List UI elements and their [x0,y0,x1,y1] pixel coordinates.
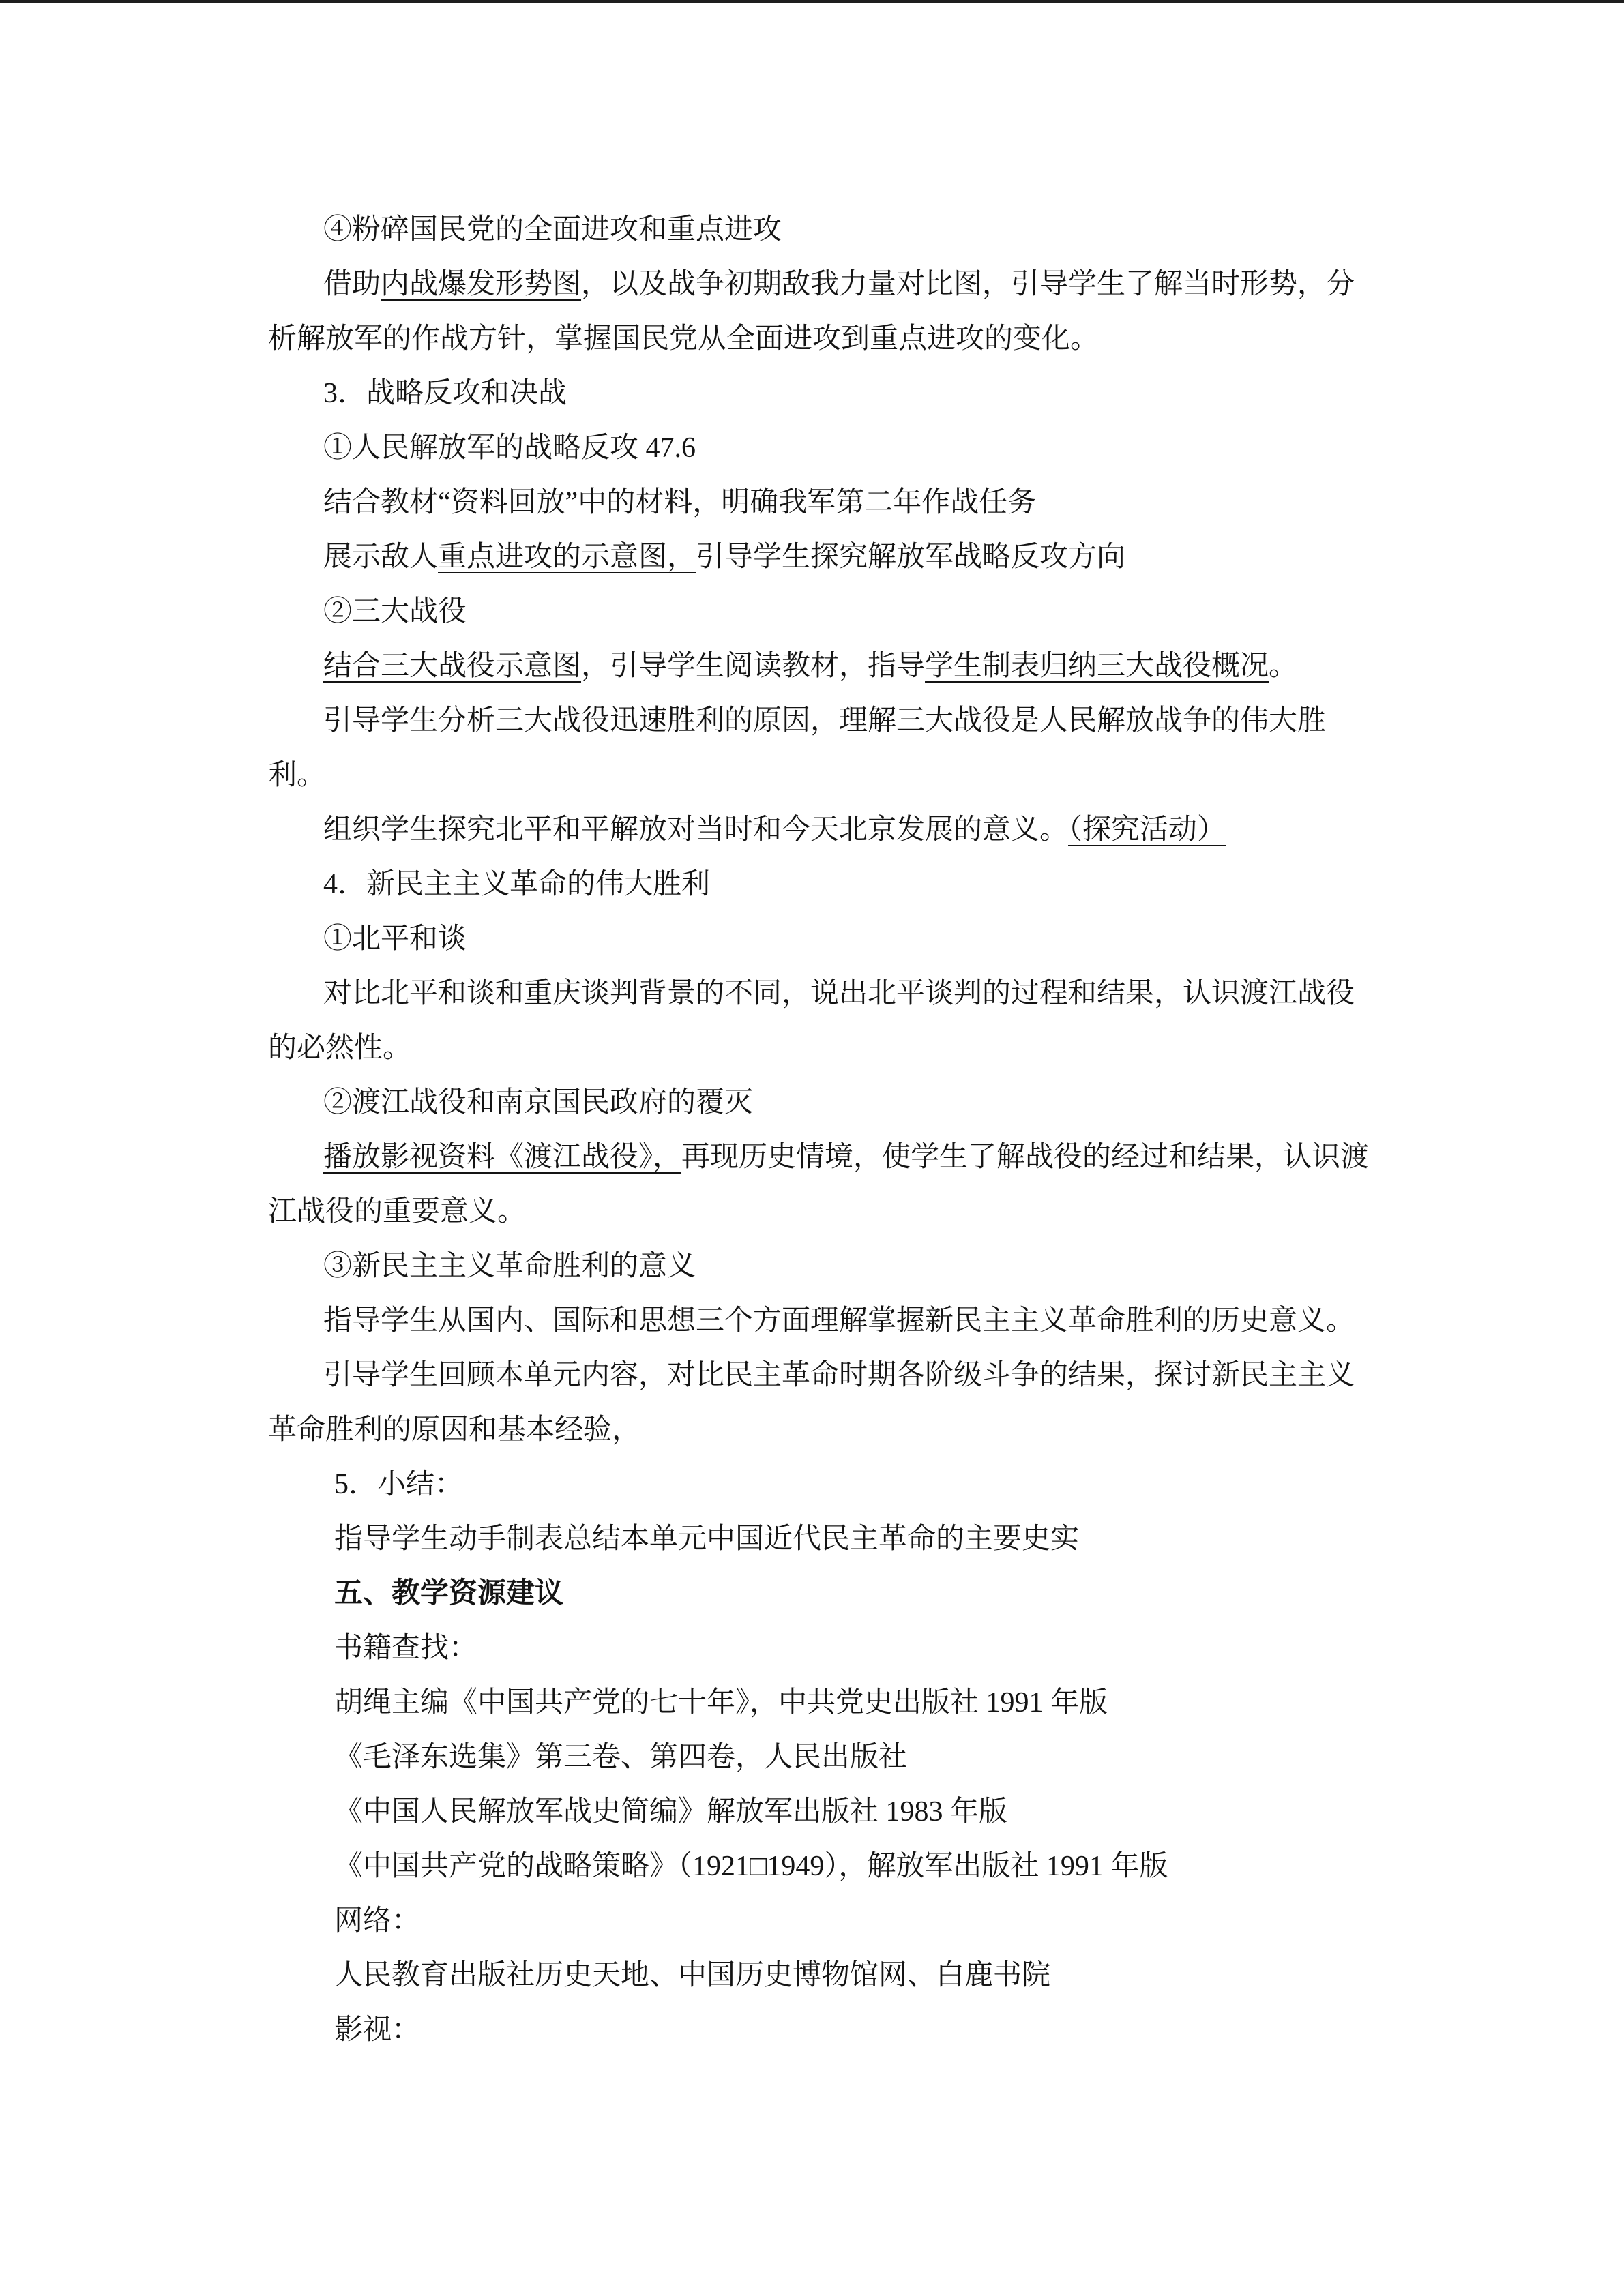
subtopic-heading-text: ②三大战役 [323,596,467,627]
subtopic-heading [268,1239,1428,1294]
text-segment: ，引导学生阅读教材，指导 [581,651,926,682]
text-segment: 展示敌人 [323,541,439,573]
paragraph-line [268,530,1428,584]
book-reference [268,1730,1428,1785]
page-top-border [0,0,1624,3]
text-segment: 引导学生分析三大战役迅速胜利的原因，理解三大战役是人民解放战争的伟大胜 [323,705,1327,736]
paragraph-line [268,966,1428,1021]
subtopic-heading-text: ④粉碎国民党的全面进攻和重点进攻 [323,214,782,245]
resource-category-text: 影视： [334,2014,421,2046]
section-heading-5 [268,1457,1428,1512]
paragraph-line [268,1348,1428,1403]
book-reference-text: 胡绳主编《中国共产党的七十年》，中共党史出版社 1991 年版 [334,1687,1108,1718]
paragraph-line [268,475,1428,530]
book-reference [268,1785,1428,1839]
underlined-text: 重点进攻的示意图， [438,541,696,573]
paragraph-line [268,1512,1428,1566]
underlined-text: 播放影视资料《渡江战役》， [323,1142,682,1173]
book-reference-text: 《毛泽东选集》第三卷、第四卷，人民出版社 [334,1742,908,1773]
section-heading-4 [268,857,1428,912]
paragraph-line [268,1294,1428,1348]
text-segment: 指导学生从国内、国际和思想三个方面理解掌握新民主主义革命胜利的历史意义。 [323,1305,1355,1337]
text-segment: 江战役的重要意义。 [268,1196,527,1227]
paragraph-line [268,694,1428,748]
paragraph-line [268,748,1428,803]
paragraph-line [268,1130,1428,1184]
paragraph-line [268,312,1428,366]
underlined-text: 结合三大战役示意图 [323,651,582,682]
text-segment: 引导学生探究解放军战略反攻方向 [696,541,1126,573]
section-heading-text: 五、教学资源建议 [334,1578,564,1609]
website-list-text: 人民教育出版社历史天地、中国历史博物馆网、白鹿书院 [334,1960,1051,1991]
text-segment: ，以及战争初期敌我力量对比图，引导学生了解当时形势，分 [581,269,1355,300]
book-reference [268,1839,1428,1894]
subtopic-heading [268,1075,1428,1130]
underlined-text: 内战爆发形势图 [381,269,582,300]
resource-category-label [268,1894,1428,1948]
section-heading-text: 5．小结： [334,1469,464,1500]
text-segment: 的必然性。 [268,1032,412,1064]
subtopic-heading-text: ②渡江战役和南京国民政府的覆灭 [323,1087,754,1118]
text-segment: 对比北平和谈和重庆谈判背景的不同，说出北平谈判的过程和结果，认识渡江战役 [323,978,1355,1009]
subtopic-heading [268,203,1428,257]
book-reference-text: 《中国人民解放军战史简编》解放军出版社 1983 年版 [334,1796,1008,1828]
subtopic-heading-text: ①北平和谈 [323,923,467,955]
document-body [268,203,1428,2057]
text-segment: 。 [1269,651,1298,682]
text-segment: 借助 [323,269,381,300]
section-heading-3 [268,366,1428,421]
section-heading-text: 4．新民主主义革命的伟大胜利 [323,869,711,900]
paragraph-line [268,803,1428,857]
text-segment: 引导学生回顾本单元内容，对比民主革命时期各阶级斗争的结果，探讨新民主主义 [323,1360,1355,1391]
section-heading-text: 3．战略反攻和决战 [323,378,567,409]
subtopic-heading [268,584,1428,639]
subtopic-heading [268,912,1428,966]
subtopic-heading-text: ①人民解放军的战略反攻 47.6 [323,432,696,464]
text-segment: 析解放军的作战方针，掌握国民党从全面进攻到重点进攻的变化。 [268,323,1099,355]
resource-category-label [268,2003,1428,2057]
book-reference-text: 《中国共产党的战略策略》（1921□1949），解放军出版社 1991 年版 [334,1851,1168,1882]
website-list [268,1948,1428,2003]
section-heading-teaching-resources [268,1566,1428,1621]
underlined-text: 学生制表归纳三大战役概况 [925,651,1269,682]
subtopic-heading [268,421,1428,475]
text-segment: 利。 [268,760,326,791]
paragraph-line [268,1184,1428,1239]
text-segment: 革命胜利的原因和基本经验， [268,1414,641,1446]
paragraph-line [268,639,1428,694]
book-reference [268,1675,1428,1730]
text-segment: 指导学生动手制表总结本单元中国近代民主革命的主要史实 [334,1523,1080,1555]
resource-category-label [268,1621,1428,1675]
text-segment: 结合教材“资料回放”中的材料，明确我军第二年作战任务 [323,487,1037,518]
subtopic-heading-text: ③新民主主义革命胜利的意义 [323,1251,696,1282]
paragraph-line [268,1403,1428,1457]
text-segment: 组织学生探究北平和平解放对当时和今天北京发展的意义。 [323,814,1069,846]
text-segment: 再现历史情境，使学生了解战役的经过和结果，认识渡 [681,1142,1370,1173]
resource-category-text: 网络： [334,1905,421,1937]
paragraph-line [268,1021,1428,1075]
resource-category-text: 书籍查找： [334,1632,478,1664]
paragraph-line [268,257,1428,312]
underlined-text: （探究活动） [1068,814,1226,846]
